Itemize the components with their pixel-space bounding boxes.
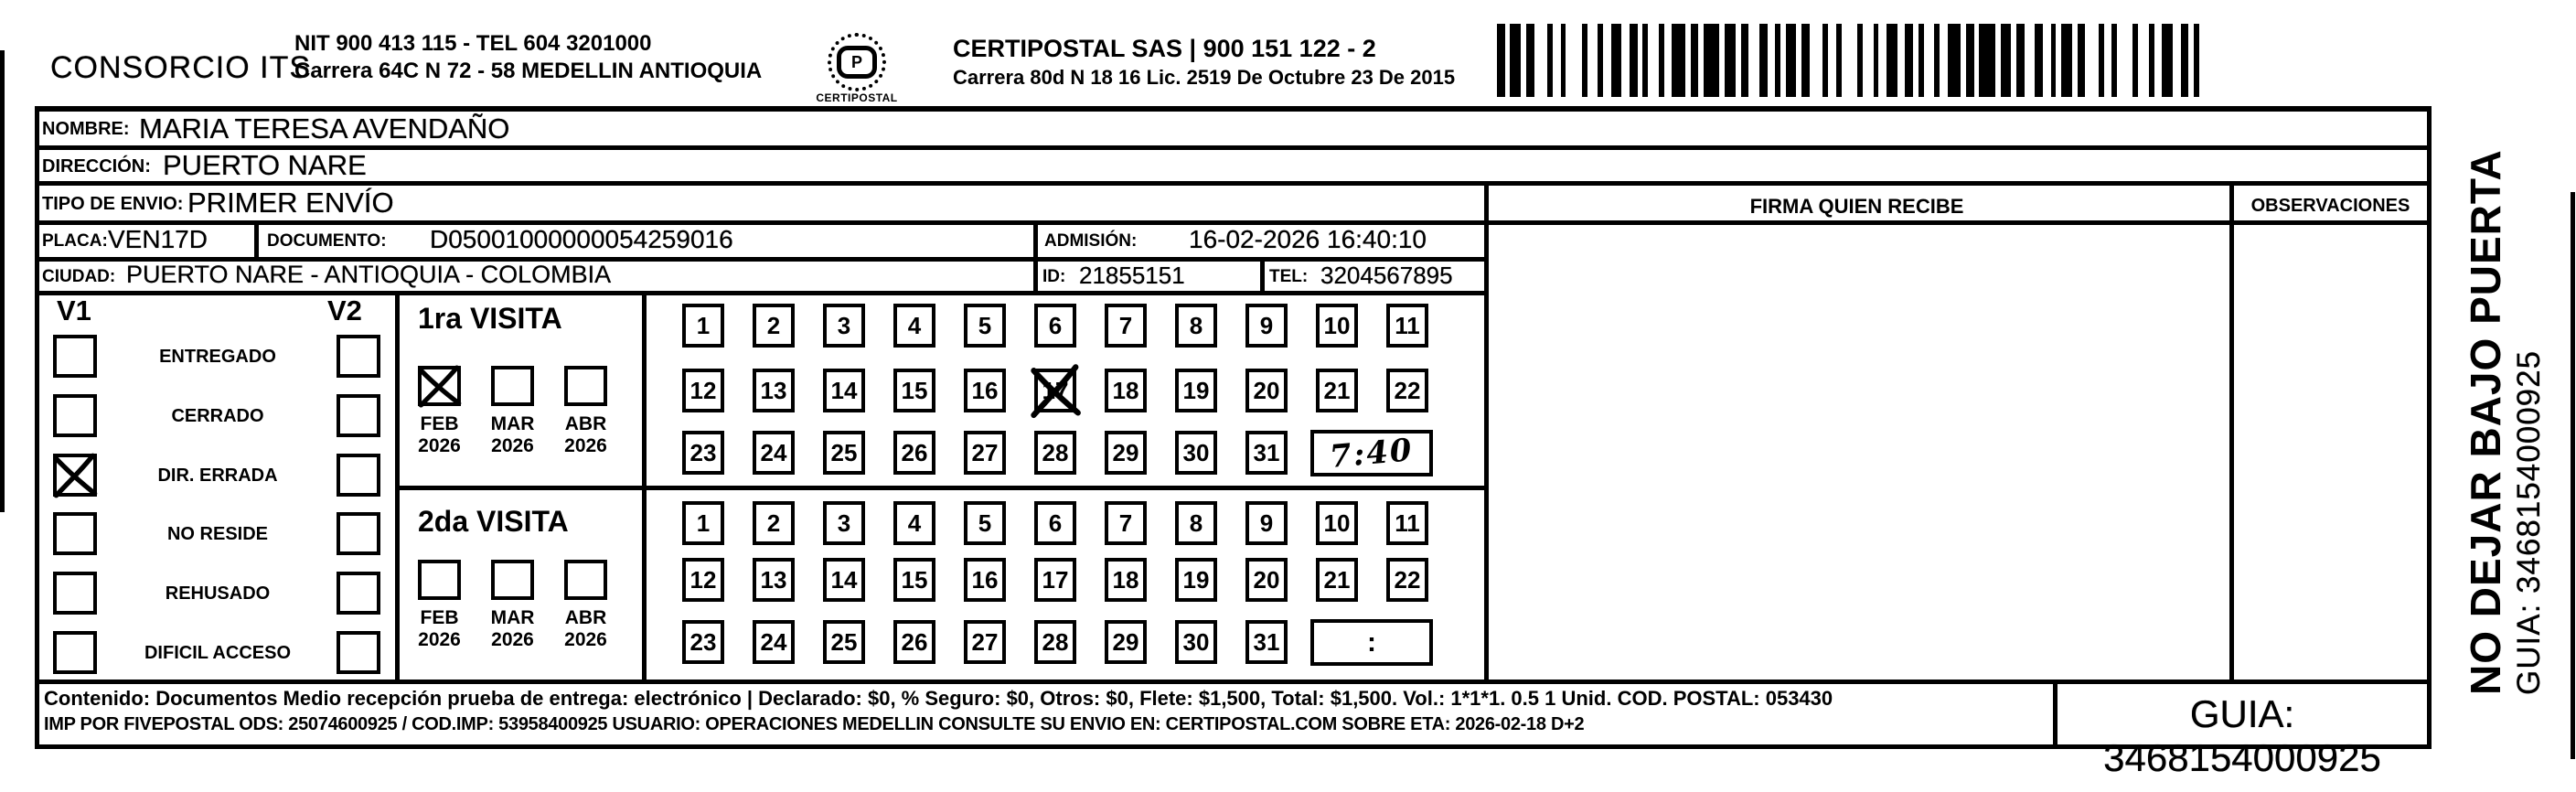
day-number: 25 xyxy=(830,438,858,466)
barcode-gap xyxy=(1603,24,1611,97)
day-number: 13 xyxy=(760,565,787,594)
month-name: MAR xyxy=(490,607,535,628)
day-number: 20 xyxy=(1253,565,1280,594)
barcode-bar xyxy=(1905,24,1913,97)
day-number: 14 xyxy=(830,376,858,404)
row-divider-nombre xyxy=(35,145,2432,150)
v2-checkbox-cerrado xyxy=(337,394,380,437)
day-number: 5 xyxy=(978,508,992,537)
barcode-gap xyxy=(1878,24,1887,97)
barcode-gap xyxy=(1842,24,1857,97)
placa-label: PLACA: xyxy=(42,231,108,251)
day-number: 26 xyxy=(901,438,928,466)
status-label-dificil-acceso: DIFICIL ACCESO xyxy=(144,643,291,663)
visit-1-day-16 xyxy=(964,369,1006,412)
visit-2-day-26 xyxy=(893,620,935,664)
visit-2-day-24 xyxy=(753,620,795,664)
nombre-label: NOMBRE: xyxy=(42,119,130,139)
barcode-bar xyxy=(1948,24,1961,97)
barcode-bar xyxy=(1966,24,1974,97)
footer-imp-line: IMP POR FIVEPOSTAL ODS: 25074600925 / COD.IMP: 53958400925 USUARIO: OPERACIONES MEDELLIN CONSULTE SU ENVIO EN: CERTIPOSTAL.COM SOBRE ETA: 2026-02-18 D+2 xyxy=(44,714,1585,734)
day-number: 16 xyxy=(971,376,999,404)
barcode-gap xyxy=(1664,24,1673,97)
day-number: 24 xyxy=(760,438,787,466)
visit-1-day-row-1 xyxy=(682,304,1428,348)
visit-2-time-box xyxy=(1310,619,1433,666)
barcode-bar xyxy=(2035,24,2043,97)
month-year: 2026 xyxy=(418,435,461,456)
visit-2-day-row-3 xyxy=(682,620,1288,664)
v1-checkbox-dir-errada xyxy=(53,454,97,497)
visit-2-day-13 xyxy=(753,558,795,602)
day-number: 18 xyxy=(1112,565,1139,594)
visit-1-day-17 xyxy=(1034,369,1076,412)
day-number: 3 xyxy=(837,508,851,537)
barcode-bar xyxy=(2078,24,2086,97)
tracking-barcode xyxy=(1497,24,2236,97)
firma-header: FIRMA QUIEN RECIBE xyxy=(1749,195,1964,218)
table-border-top xyxy=(35,106,2432,112)
visit-2-day-6 xyxy=(1034,501,1076,545)
day-number: 27 xyxy=(971,627,999,656)
placa-value: VEN17D xyxy=(108,225,208,253)
v1-checkbox-cerrado xyxy=(53,394,97,437)
visit-2-month-checkbox-mar xyxy=(491,560,534,600)
month-year: 2026 xyxy=(491,435,534,456)
visit-2-title: 2da VISITA xyxy=(418,505,569,538)
visit-2-day-23 xyxy=(682,620,724,664)
barcode-bar xyxy=(1691,24,1699,97)
visit-1-day-31 xyxy=(1245,431,1288,475)
company-name xyxy=(50,50,311,86)
day-number: 13 xyxy=(760,376,787,404)
v2-checkbox-no-reside xyxy=(337,512,380,555)
admision-label: ADMISIÓN: xyxy=(1044,231,1138,251)
documento-label: DOCUMENTO: xyxy=(267,231,387,251)
visit-2-day-21 xyxy=(1316,558,1358,602)
day-number: 24 xyxy=(760,627,787,656)
tel-value: 3204567895 xyxy=(1320,262,1453,289)
day-number: 18 xyxy=(1112,376,1139,404)
admision-value: 16-02-2026 16:40:10 xyxy=(1189,225,1427,253)
status-label-no-reside: NO RESIDE xyxy=(166,524,269,544)
day-number: 10 xyxy=(1323,311,1351,339)
certipostal-address-line: Carrera 80d N 18 16 Lic. 2519 De Octubre 23 De 2015 xyxy=(953,66,1456,89)
barcode-gap xyxy=(1810,24,1823,97)
day-number: 6 xyxy=(1048,311,1063,339)
visit-1-day-18 xyxy=(1105,369,1147,412)
visit-2-day-22 xyxy=(1386,558,1428,602)
day-number: 28 xyxy=(1042,627,1069,656)
visit-1-day-27 xyxy=(964,431,1006,475)
day-number: 5 xyxy=(978,311,992,339)
barcode-bar xyxy=(1801,24,1810,97)
certipostal-logo-caption: CERTIPOSTAL xyxy=(816,91,898,104)
day-number: 9 xyxy=(1259,508,1274,537)
day-number: 4 xyxy=(907,508,922,537)
barcode-gap xyxy=(2117,24,2132,97)
status-label-rehusado: REHUSADO xyxy=(165,583,271,604)
visit-1-title: 1ra VISITA xyxy=(418,302,562,335)
visit-2-day-11 xyxy=(1386,501,1428,545)
tipo-envio-label: TIPO DE ENVIO: xyxy=(42,194,184,214)
visit-2-day-2 xyxy=(753,501,795,545)
day-number: 15 xyxy=(901,565,928,594)
barcode-gap xyxy=(1587,24,1598,97)
company-address-line: Carrera 64C N 72 - 58 MEDELLIN ANTIOQUIA xyxy=(294,59,763,83)
visit-1-day-23 xyxy=(682,431,724,475)
v1-checkbox-rehusado xyxy=(53,572,97,615)
barcode-gap xyxy=(1828,24,1836,97)
visit-1-day-13 xyxy=(753,369,795,412)
visit-2-day-17 xyxy=(1034,558,1076,602)
day-number: 1 xyxy=(696,311,711,339)
col-divider-visita-days xyxy=(642,291,647,684)
visit-2-day-3 xyxy=(823,501,865,545)
visit-2-day-27 xyxy=(964,620,1006,664)
visit-2-day-18 xyxy=(1105,558,1147,602)
visit-1-day-3 xyxy=(823,304,865,348)
barcode-gap xyxy=(1648,24,1659,97)
visit-2-day-4 xyxy=(893,501,935,545)
ciudad-label: CIUDAD: xyxy=(42,267,116,286)
barcode-bar xyxy=(1887,24,1897,97)
barcode-gap xyxy=(1897,24,1906,97)
barcode-gap xyxy=(1566,24,1581,97)
visit-2-day-5 xyxy=(964,501,1006,545)
day-number: 16 xyxy=(971,565,999,594)
day-number: 31 xyxy=(1253,627,1280,656)
visit-1-day-14 xyxy=(823,369,865,412)
tipo-envio-value: PRIMER ENVÍO xyxy=(187,187,394,219)
day-number: 7 xyxy=(1118,508,1133,537)
visit-2-month-label-abr xyxy=(556,607,615,651)
visit-2-time-value: : xyxy=(1367,626,1376,658)
month-year: 2026 xyxy=(564,435,607,456)
visit-1-day-9 xyxy=(1245,304,1288,348)
visit-2-month-checkbox-abr xyxy=(564,560,607,600)
barcode-bar xyxy=(1786,24,1797,97)
barcode-bar xyxy=(1526,24,1534,97)
x-mark xyxy=(1027,361,1084,420)
day-number: 27 xyxy=(971,438,999,466)
day-number: 30 xyxy=(1182,627,1210,656)
day-number: 30 xyxy=(1182,438,1210,466)
observaciones-area xyxy=(2234,225,2427,680)
visit-1-day-25 xyxy=(823,431,865,475)
row-divider-direccion xyxy=(35,181,2432,186)
day-number: 1 xyxy=(696,508,711,537)
day-number: 4 xyxy=(907,311,922,339)
visit-2-day-19 xyxy=(1175,558,1217,602)
documento-value: D05001000000054259016 xyxy=(430,225,733,253)
footer-content-line: Contenido: Documentos Medio recepción prueba de entrega: electrónico | Declarado: $0, % Seguro: $0, Otros: $0, Flete: $1,500, Total: $1,500. Vol.: 1*1*1. 0.5 1 Unid. COD. POSTAL: 053430 xyxy=(44,687,1833,710)
visit-1-day-20 xyxy=(1245,369,1288,412)
visit-status-panel xyxy=(35,293,395,681)
visit-1-day-24 xyxy=(753,431,795,475)
day-number: 9 xyxy=(1259,311,1274,339)
day-number: 29 xyxy=(1112,438,1139,466)
visit-2-day-29 xyxy=(1105,620,1147,664)
barcode-gap xyxy=(2199,24,2210,97)
v1-column-header: V1 xyxy=(57,294,91,326)
sidebar-vertical-text xyxy=(2432,91,2576,695)
barcode-bar xyxy=(2061,24,2072,97)
cell-divider-placa-documento xyxy=(254,220,259,262)
day-number: 12 xyxy=(689,376,717,404)
visit-2-day-12 xyxy=(682,558,724,602)
visit-2-month-label-mar xyxy=(483,607,542,651)
barcode-bar xyxy=(2181,24,2189,97)
visit-1-time-box xyxy=(1310,430,1433,476)
month-year: 2026 xyxy=(491,629,534,650)
day-number: 12 xyxy=(689,565,717,594)
barcode-gap xyxy=(1924,24,1935,97)
status-label-entregado: ENTREGADO xyxy=(159,347,276,367)
barcode-gap xyxy=(2104,24,2112,97)
month-year: 2026 xyxy=(564,629,607,650)
certipostal-logo-glyph: P xyxy=(837,46,877,79)
company-name-text: CONSORCIO ITS xyxy=(50,50,312,85)
visit-2-day-31 xyxy=(1245,620,1288,664)
barcode-bar xyxy=(1510,24,1521,97)
barcode-bar xyxy=(1725,24,1736,97)
visit-1-day-21 xyxy=(1316,369,1358,412)
id-value: 21855151 xyxy=(1079,262,1185,289)
certipostal-company-line: CERTIPOSTAL SAS | 900 151 122 - 2 xyxy=(953,35,1376,62)
barcode-gap xyxy=(1863,24,1874,97)
barcode-bar xyxy=(2162,24,2173,97)
day-number: 3 xyxy=(837,311,851,339)
barcode-gap xyxy=(1940,24,1948,97)
cell-divider-ciudad-id xyxy=(1033,257,1038,295)
visit-2-day-1 xyxy=(682,501,724,545)
day-number: 29 xyxy=(1112,627,1139,656)
v1-checkbox-no-reside xyxy=(53,512,97,555)
visit-1-day-row-3 xyxy=(682,431,1288,475)
day-number: 10 xyxy=(1323,508,1351,537)
visit-2-day-7 xyxy=(1105,501,1147,545)
no-dejar-warning: NO DEJAR BAJO PUERTA xyxy=(2462,149,2509,695)
x-mark xyxy=(50,451,100,499)
nombre-value: MARIA TERESA AVENDAÑO xyxy=(139,112,510,144)
id-label: ID: xyxy=(1042,267,1066,286)
visit-2-day-9 xyxy=(1245,501,1288,545)
day-number: 11 xyxy=(1395,508,1420,537)
barcode-gap xyxy=(2173,24,2181,97)
direccion-value: PUERTO NARE xyxy=(163,149,367,181)
visit-2-month-checkbox-feb xyxy=(418,560,461,600)
barcode-bar xyxy=(2001,24,2012,97)
cell-divider-documento-admision xyxy=(1033,220,1038,262)
visit-1-day-28 xyxy=(1034,431,1076,475)
visit-1-day-4 xyxy=(893,304,935,348)
day-number: 23 xyxy=(689,438,717,466)
visit-2-day-row-2 xyxy=(682,558,1428,602)
barcode-gap xyxy=(2025,24,2036,97)
barcode-bar xyxy=(1630,24,1638,97)
barcode-gap xyxy=(2154,24,2163,97)
month-name: FEB xyxy=(420,413,459,434)
day-number: 14 xyxy=(830,565,858,594)
visit-1-day-6 xyxy=(1034,304,1076,348)
day-number: 15 xyxy=(901,376,928,404)
v2-checkbox-dificil-acceso xyxy=(337,631,380,674)
day-number: 22 xyxy=(1394,376,1421,404)
x-mark xyxy=(415,363,464,409)
barcode-gap xyxy=(1621,24,1630,97)
ciudad-value: PUERTO NARE - ANTIOQUIA - COLOMBIA xyxy=(126,261,612,288)
barcode-bar xyxy=(1979,24,1994,97)
visit-2-month-label-feb xyxy=(410,607,469,651)
certipostal-logo-icon xyxy=(828,33,886,91)
visit-2-day-14 xyxy=(823,558,865,602)
sidebar-guia-number: GUIA: 3468154000925 xyxy=(2511,349,2547,695)
visit-1-day-row-2 xyxy=(682,369,1428,412)
v1-checkbox-dificil-acceso xyxy=(53,631,97,674)
visit-1-day-11 xyxy=(1386,304,1428,348)
visit-2-panel xyxy=(400,490,642,680)
observaciones-header: OBSERVACIONES xyxy=(2250,196,2410,216)
barcode-bar xyxy=(1759,24,1768,97)
visit-2-day-16 xyxy=(964,558,1006,602)
visit-1-day-1 xyxy=(682,304,724,348)
visit-2-day-8 xyxy=(1175,501,1217,545)
day-number: 19 xyxy=(1182,565,1210,594)
visit-1-month-checkbox-mar xyxy=(491,366,534,406)
day-number: 25 xyxy=(830,627,858,656)
visit-1-day-30 xyxy=(1175,431,1217,475)
day-number: 17 xyxy=(1042,565,1069,594)
visit-1-day-8 xyxy=(1175,304,1217,348)
month-name: ABR xyxy=(564,607,607,628)
v2-column-header: V2 xyxy=(327,294,362,326)
v2-checkbox-rehusado xyxy=(337,572,380,615)
status-label-dir-errada: DIR. ERRADA xyxy=(157,466,278,486)
barcode-bar xyxy=(1497,24,1505,97)
direccion-label: DIRECCIÓN: xyxy=(42,156,151,177)
company-nit-line: NIT 900 413 115 - TEL 604 3201000 xyxy=(294,31,652,56)
day-number: 2 xyxy=(766,311,781,339)
visit-1-month-label-mar xyxy=(483,413,542,457)
visit-2-day-25 xyxy=(823,620,865,664)
day-number: 23 xyxy=(689,627,717,656)
visit-2-day-20 xyxy=(1245,558,1288,602)
barcode-bar xyxy=(1672,24,1685,97)
day-number: 31 xyxy=(1253,438,1280,466)
day-number: 28 xyxy=(1042,438,1069,466)
scan-edge-artifact-left xyxy=(0,50,5,512)
month-name: ABR xyxy=(564,413,607,434)
day-number: 11 xyxy=(1395,311,1420,339)
v2-checkbox-entregado xyxy=(337,335,380,378)
day-number: 6 xyxy=(1048,508,1063,537)
barcode-gap xyxy=(1768,24,1776,97)
visit-1-month-checkbox-abr xyxy=(564,366,607,406)
day-number: 22 xyxy=(1394,565,1421,594)
status-label-cerrado: CERRADO xyxy=(171,406,264,426)
visit-1-month-label-feb xyxy=(410,413,469,457)
barcode-gap xyxy=(2043,24,2051,97)
barcode-bar xyxy=(1741,24,1749,97)
visit-1-time-value: 7:40 xyxy=(1328,431,1416,476)
barcode-gap xyxy=(1553,24,1561,97)
visit-1-day-7 xyxy=(1105,304,1147,348)
barcode-gap xyxy=(1534,24,1548,97)
barcode-gap xyxy=(1748,24,1759,97)
visit-1-day-26 xyxy=(893,431,935,475)
day-number: 21 xyxy=(1323,376,1351,404)
barcode-bar xyxy=(1611,24,1622,97)
day-number: 8 xyxy=(1189,508,1203,537)
visit-1-day-2 xyxy=(753,304,795,348)
barcode-bar xyxy=(1704,24,1719,97)
day-number: 26 xyxy=(901,627,928,656)
visit-2-day-30 xyxy=(1175,620,1217,664)
day-number: 20 xyxy=(1253,376,1280,404)
visit-1-day-12 xyxy=(682,369,724,412)
footer-guia-number: GUIA: 3468154000925 xyxy=(2103,692,2381,779)
visit-1-day-22 xyxy=(1386,369,1428,412)
month-name: MAR xyxy=(490,413,535,434)
visit-1-day-5 xyxy=(964,304,1006,348)
visit-1-day-10 xyxy=(1316,304,1358,348)
visit-1-month-checkbox-feb xyxy=(418,366,461,406)
visit-1-day-29 xyxy=(1105,431,1147,475)
visit-1-panel xyxy=(400,293,642,486)
barcode-gap xyxy=(2138,24,2149,97)
v1-checkbox-entregado xyxy=(53,335,97,378)
visit-1-month-label-abr xyxy=(556,413,615,457)
tel-label: TEL: xyxy=(1269,267,1309,286)
month-name: FEB xyxy=(420,607,459,628)
cell-divider-id-tel xyxy=(1260,257,1265,295)
visit-1-day-15 xyxy=(893,369,935,412)
v2-checkbox-dir-errada xyxy=(337,454,380,497)
visit-1-day-19 xyxy=(1175,369,1217,412)
day-number: 21 xyxy=(1323,565,1351,594)
visit-2-day-row-1 xyxy=(682,501,1428,545)
day-number: 2 xyxy=(766,508,781,537)
firma-area xyxy=(1489,225,2229,680)
visit-2-day-10 xyxy=(1316,501,1358,545)
month-year: 2026 xyxy=(418,629,461,650)
barcode-gap xyxy=(2085,24,2099,97)
visit-2-day-15 xyxy=(893,558,935,602)
day-number: 8 xyxy=(1189,311,1203,339)
visit-2-day-28 xyxy=(1034,620,1076,664)
barcode-bar xyxy=(2016,24,2025,97)
day-number: 7 xyxy=(1118,311,1133,339)
day-number: 19 xyxy=(1182,376,1210,404)
day-number: 17 xyxy=(1042,376,1069,404)
